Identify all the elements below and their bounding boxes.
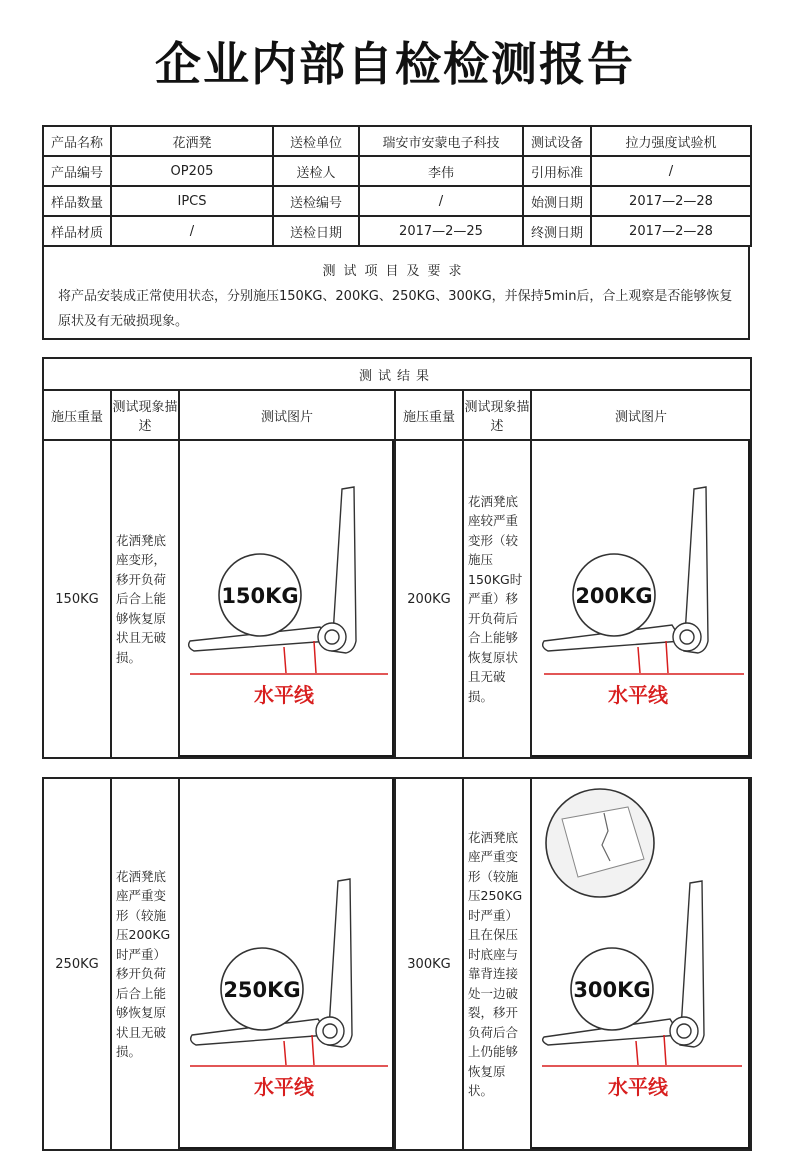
test-photo [179, 440, 395, 758]
load-badge: 300KG [573, 978, 651, 1002]
row-desc: 花洒凳底座较严重变形（较施压150KG时严重）移开负荷后合上能够恢复原状且无破损。 [463, 440, 531, 758]
level-line-label: 水平线 [254, 683, 314, 707]
stool-photo-300 [532, 779, 748, 1147]
sender-date-value: 2017—2—25 [359, 216, 523, 246]
material-label: 样品材质 [43, 216, 111, 246]
row-desc: 花洒凳底座严重变形（较施压250KG时严重）且在保压时底座与靠背连接处一边破裂，移开负荷后合上仍能够恢复原状。 [463, 778, 531, 1150]
requirements-body: 将产品安装成正常使用状态，分别施压150KG、200KG、250KG、300KG，并保持5min后，合上观察是否能够恢复原状及有无破损现象。 [58, 289, 733, 329]
standard-label: 引用标准 [523, 156, 591, 186]
sender-person-label: 送检人 [273, 156, 359, 186]
stool-photo-150 [180, 441, 392, 755]
row-desc: 花洒凳底座严重变形（较施压200KG时严重）移开负荷后合上能够恢复原状且无破损。 [111, 778, 179, 1150]
row-weight: 200KG [395, 440, 463, 758]
sender-no-value: / [359, 186, 523, 216]
product-name-value: 花洒凳 [111, 126, 273, 156]
stool-photo-250 [180, 779, 392, 1147]
product-code-value: OP205 [111, 156, 273, 186]
col-desc-header: 测试现象描述 [463, 390, 531, 440]
sample-qty-value: IPCS [111, 186, 273, 216]
load-badge: 150KG [221, 584, 299, 608]
col-photo-header: 测试图片 [179, 390, 395, 440]
sender-no-label: 送检编号 [273, 186, 359, 216]
row-desc: 花洒凳底座变形，移开负荷后合上能够恢复原状且无破损。 [111, 440, 179, 758]
stool-photo-200 [532, 441, 748, 755]
level-line-label: 水平线 [254, 1075, 314, 1099]
start-date-label: 始测日期 [523, 186, 591, 216]
sender-person-value: 李伟 [359, 156, 523, 186]
requirements-heading: 测试项目及要求 [322, 264, 470, 279]
product-name-label: 产品名称 [43, 126, 111, 156]
row-weight: 150KG [43, 440, 111, 758]
product-code-label: 产品编号 [43, 156, 111, 186]
end-date-value: 2017—2—28 [591, 216, 751, 246]
results-table [42, 357, 752, 759]
standard-value: / [591, 156, 751, 186]
start-date-value: 2017—2—28 [591, 186, 751, 216]
test-device-label: 测试设备 [523, 126, 591, 156]
results-heading: 测试结果 [43, 358, 751, 390]
row-weight: 250KG [43, 778, 111, 1150]
material-value: / [111, 216, 273, 246]
sender-date-label: 送检日期 [273, 216, 359, 246]
requirements-box [42, 246, 750, 340]
load-badge: 250KG [223, 978, 301, 1002]
test-device-value: 拉力强度试验机 [591, 126, 751, 156]
col-desc-header: 测试现象描述 [111, 390, 179, 440]
col-photo-header: 测试图片 [531, 390, 751, 440]
sender-unit-value: 瑞安市安蒙电子科技 [359, 126, 523, 156]
info-table [42, 125, 752, 247]
test-photo [531, 440, 751, 758]
level-line-label: 水平线 [608, 683, 668, 707]
row-weight: 300KG [395, 778, 463, 1150]
test-photo [179, 778, 395, 1150]
col-weight-header: 施压重量 [43, 390, 111, 440]
level-line-label: 水平线 [608, 1075, 668, 1099]
load-badge: 200KG [575, 584, 653, 608]
end-date-label: 终测日期 [523, 216, 591, 246]
sender-unit-label: 送检单位 [273, 126, 359, 156]
results-table-2 [42, 777, 752, 1151]
sample-qty-label: 样品数量 [43, 186, 111, 216]
col-weight-header: 施压重量 [395, 390, 463, 440]
test-photo [531, 778, 751, 1150]
report-title: 企业内部自检检测报告 [155, 37, 635, 91]
